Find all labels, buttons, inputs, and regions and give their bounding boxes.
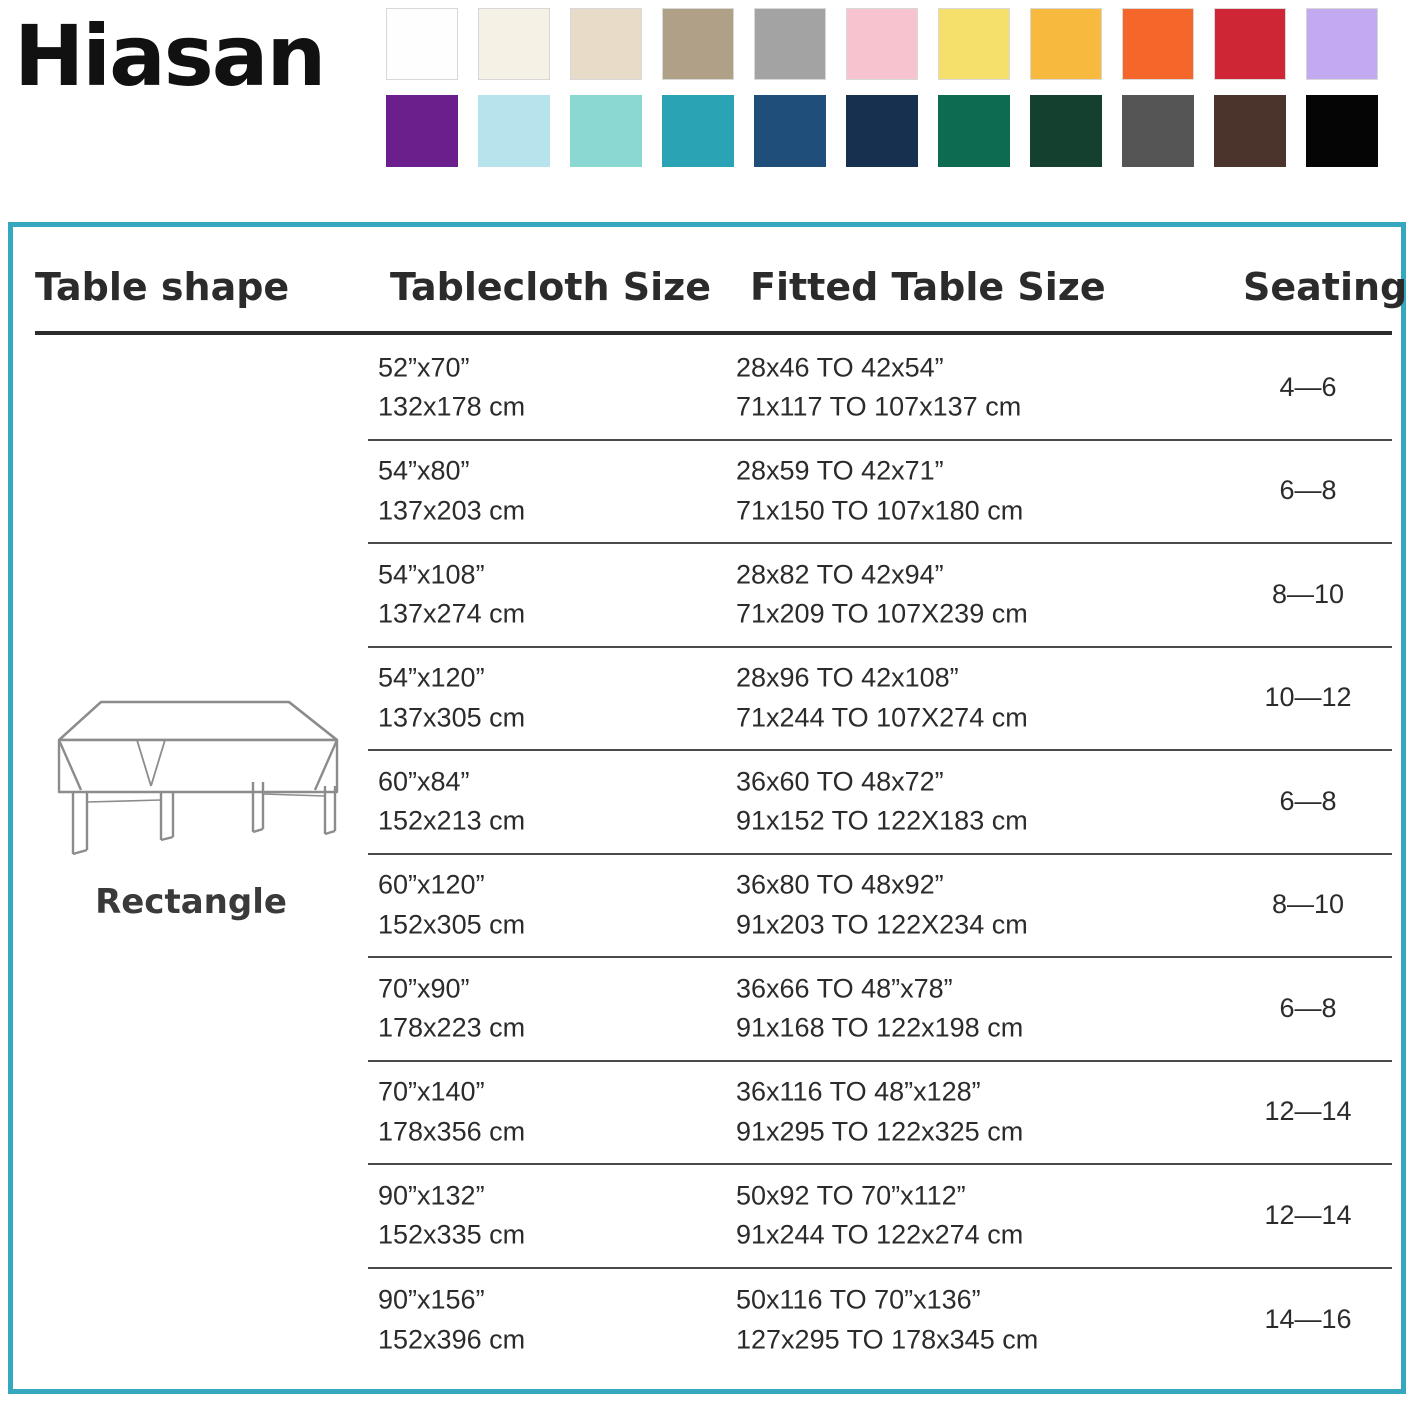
fitted-size-cm: 71x117 TO 107x137 cm [736, 391, 1022, 422]
color-swatch-orange[interactable] [1122, 8, 1194, 80]
tablecloth-size-inches: 54”x120” [378, 662, 485, 693]
cell-tablecloth-size [378, 555, 525, 634]
cell-fitted-table-size [736, 452, 1023, 531]
cell-tablecloth-size [378, 969, 525, 1048]
fitted-size-inches: 36x80 TO 48x92” [736, 869, 944, 900]
color-swatch-emerald[interactable] [938, 95, 1010, 167]
cell-tablecloth-size [378, 1073, 525, 1152]
tablecloth-size-inches: 90”x156” [378, 1284, 485, 1315]
color-swatch-gray[interactable] [754, 8, 826, 80]
table-row [368, 1062, 1392, 1166]
cell-seating: 8—10 [1271, 578, 1345, 609]
cell-fitted-table-size [736, 659, 1028, 738]
color-swatch-yellow[interactable] [938, 8, 1010, 80]
fitted-size-cm: 71x209 TO 107X239 cm [736, 598, 1028, 629]
brand-logo: Hiasan [14, 7, 325, 105]
cell-tablecloth-size [378, 452, 525, 531]
page-header [0, 0, 1416, 195]
fitted-size-inches: 50x116 TO 70”x136” [736, 1284, 981, 1315]
size-chart-card [8, 222, 1406, 1394]
cell-fitted-table-size [736, 866, 1028, 945]
column-header-tablecloth-size: Tablecloth Size [390, 265, 712, 309]
fitted-size-cm: 127x295 TO 178x345 cm [736, 1324, 1039, 1355]
tablecloth-size-cm: 137x203 cm [378, 495, 526, 526]
cell-fitted-table-size [736, 969, 1023, 1048]
cell-seating: 4—6 [1279, 371, 1337, 402]
cell-seating: 6—8 [1279, 992, 1337, 1023]
table-row [368, 337, 1392, 441]
tablecloth-size-cm: 152x213 cm [378, 805, 526, 836]
fitted-size-inches: 36x116 TO 48”x128” [736, 1076, 981, 1107]
cell-tablecloth-size [378, 1176, 525, 1255]
tablecloth-size-inches: 52”x70” [378, 352, 470, 383]
swatch-row-2 [386, 95, 1400, 167]
cell-fitted-table-size [736, 1176, 1023, 1255]
color-swatch-lavender[interactable] [1306, 8, 1378, 80]
color-swatch-pink[interactable] [846, 8, 918, 80]
tablecloth-size-cm: 152x396 cm [378, 1324, 526, 1355]
fitted-size-inches: 36x60 TO 48x72” [736, 766, 944, 797]
fitted-size-inches: 28x82 TO 42x94” [736, 559, 944, 590]
cell-fitted-table-size [736, 1281, 1038, 1360]
column-header-seating: Seating [1243, 265, 1408, 309]
table-row [368, 958, 1392, 1062]
cell-tablecloth-size [378, 1281, 525, 1360]
color-swatch-black[interactable] [1306, 95, 1378, 167]
fitted-size-inches: 28x96 TO 42x108” [736, 662, 959, 693]
color-swatch-red[interactable] [1214, 8, 1286, 80]
color-swatch-purple[interactable] [386, 95, 458, 167]
cell-fitted-table-size [736, 555, 1028, 634]
fitted-size-cm: 71x150 TO 107x180 cm [736, 495, 1024, 526]
table-shape-label: Rectangle [95, 882, 287, 922]
table-row [368, 1165, 1392, 1269]
color-swatch-denim-blue[interactable] [754, 95, 826, 167]
tablecloth-size-cm: 152x305 cm [378, 909, 526, 940]
tablecloth-size-cm: 137x274 cm [378, 598, 526, 629]
size-table-body [368, 337, 1392, 1372]
cell-seating: 12—14 [1264, 1096, 1352, 1127]
table-row [368, 855, 1392, 959]
color-swatch-gold[interactable] [1030, 8, 1102, 80]
table-header-row [35, 265, 1408, 327]
column-header-table-shape: Table shape [35, 265, 290, 309]
color-swatch-dark-green[interactable] [1030, 95, 1102, 167]
table-shape-cell [31, 682, 351, 922]
cell-tablecloth-size [378, 762, 525, 841]
fitted-size-cm: 71x244 TO 107X274 cm [736, 702, 1028, 733]
cell-tablecloth-size [378, 866, 525, 945]
rectangle-table-icon [41, 682, 341, 872]
tablecloth-size-inches: 60”x84” [378, 766, 470, 797]
swatch-row-1 [386, 8, 1400, 80]
cell-seating: 8—10 [1271, 889, 1345, 920]
table-row [368, 441, 1392, 545]
fitted-size-cm: 91x168 TO 122x198 cm [736, 1012, 1024, 1043]
cell-seating: 6—8 [1279, 475, 1337, 506]
color-swatch-light-blue[interactable] [478, 95, 550, 167]
column-header-fitted-table-size: Fitted Table Size [750, 265, 1106, 309]
tablecloth-size-inches: 60”x120” [378, 869, 485, 900]
table-row [368, 648, 1392, 752]
table-row [368, 751, 1392, 855]
cell-tablecloth-size [378, 348, 525, 427]
tablecloth-size-cm: 137x305 cm [378, 702, 526, 733]
tablecloth-size-inches: 54”x108” [378, 559, 485, 590]
tablecloth-size-cm: 178x223 cm [378, 1012, 526, 1043]
color-swatch-navy[interactable] [846, 95, 918, 167]
tablecloth-size-cm: 152x335 cm [378, 1219, 526, 1250]
tablecloth-size-cm: 132x178 cm [378, 391, 526, 422]
tablecloth-size-cm: 178x356 cm [378, 1116, 526, 1147]
table-row [368, 1269, 1392, 1373]
cell-tablecloth-size [378, 659, 525, 738]
cell-seating: 14—16 [1264, 1304, 1352, 1335]
cell-seating: 12—14 [1264, 1199, 1352, 1230]
cell-seating: 10—12 [1264, 682, 1352, 713]
tablecloth-size-inches: 70”x140” [378, 1076, 485, 1107]
color-swatch-charcoal-gray[interactable] [1122, 95, 1194, 167]
color-swatch-aqua[interactable] [570, 95, 642, 167]
header-divider [35, 331, 1392, 335]
cell-fitted-table-size [736, 348, 1021, 427]
tablecloth-size-inches: 54”x80” [378, 455, 470, 486]
fitted-size-inches: 36x66 TO 48”x78” [736, 973, 953, 1004]
color-swatch-teal[interactable] [662, 95, 734, 167]
fitted-size-cm: 91x244 TO 122x274 cm [736, 1219, 1024, 1250]
table-row [368, 544, 1392, 648]
fitted-size-cm: 91x295 TO 122x325 cm [736, 1116, 1024, 1147]
fitted-size-cm: 91x152 TO 122X183 cm [736, 805, 1028, 836]
color-swatch-brown[interactable] [1214, 95, 1286, 167]
cell-seating: 6—8 [1279, 785, 1337, 816]
fitted-size-inches: 28x46 TO 42x54” [736, 352, 944, 383]
tablecloth-size-inches: 90”x132” [378, 1180, 485, 1211]
cell-fitted-table-size [736, 1073, 1023, 1152]
fitted-size-cm: 91x203 TO 122X234 cm [736, 909, 1028, 940]
color-swatch-beige[interactable] [570, 8, 642, 80]
cell-fitted-table-size [736, 762, 1028, 841]
tablecloth-size-inches: 70”x90” [378, 973, 470, 1004]
fitted-size-inches: 28x59 TO 42x71” [736, 455, 944, 486]
color-swatch-white[interactable] [386, 8, 458, 80]
fitted-size-inches: 50x92 TO 70”x112” [736, 1180, 966, 1211]
color-swatch-palette [386, 8, 1400, 167]
color-swatch-taupe[interactable] [662, 8, 734, 80]
color-swatch-ivory[interactable] [478, 8, 550, 80]
